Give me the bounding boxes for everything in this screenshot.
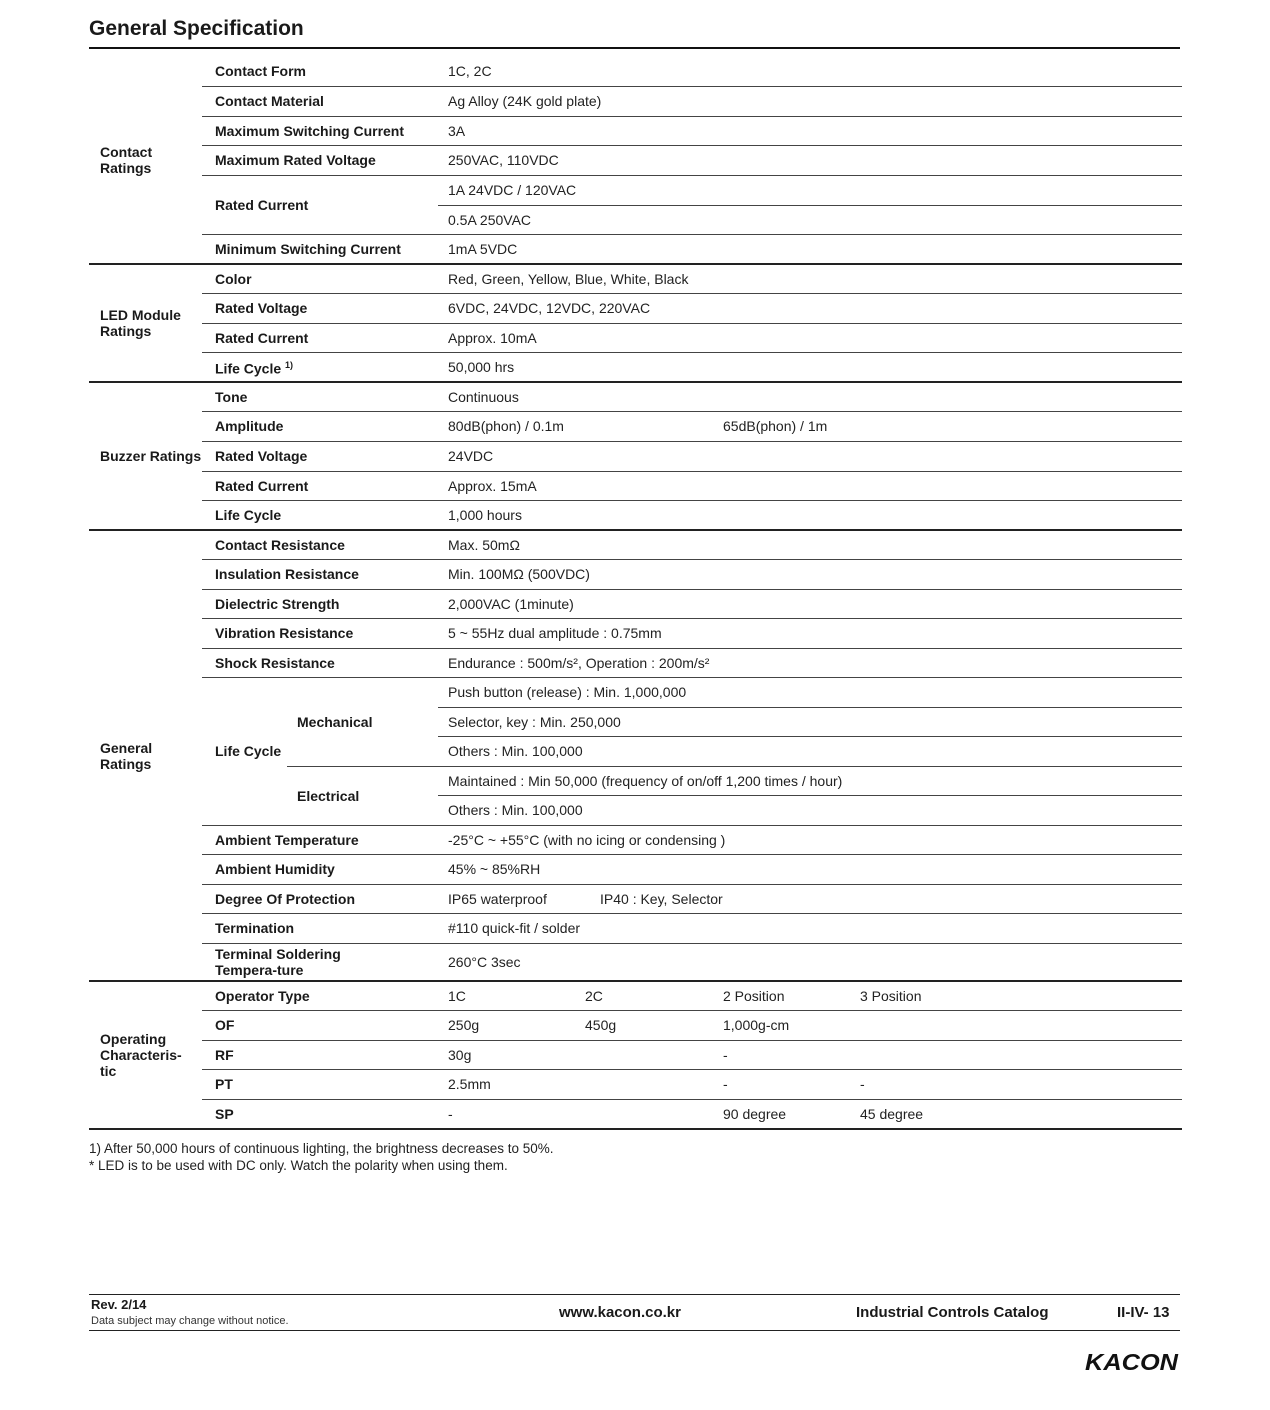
row-label: Ambient Temperature: [202, 825, 438, 854]
table-row: [89, 884, 1182, 913]
cell-1c: -: [438, 1099, 575, 1129]
row-label: Tone: [202, 382, 438, 411]
row-label: RF: [202, 1040, 438, 1069]
row-label: SP: [202, 1099, 438, 1129]
table-row: [89, 500, 1182, 530]
row-value: Approx. 15mA: [438, 471, 1182, 500]
row-label: Life Cycle: [202, 500, 438, 530]
row-value: 260°C 3sec: [438, 943, 1182, 981]
row-label: PT: [202, 1069, 438, 1099]
table-row: [89, 175, 1182, 205]
table-row: [89, 471, 1182, 500]
row-value: 250VAC, 110VDC: [438, 145, 1182, 175]
cell-2pos: 90 degree: [713, 1099, 850, 1129]
spec-table: [89, 56, 1182, 1130]
kacon-logo: [1085, 1348, 1180, 1374]
row-label: Contact Resistance: [202, 530, 438, 559]
table-row: [89, 1099, 1182, 1129]
page-number: II-IV- 13: [1117, 1304, 1170, 1321]
row-label: Contact Form: [202, 56, 438, 86]
row-value: Maintained : Min 50,000 (frequency of on/off 1,200 times / hour): [438, 766, 1182, 795]
row-value: IP65 waterproof: [438, 884, 575, 913]
row-value: 1mA 5VDC: [438, 234, 1182, 264]
row-value: Endurance : 500m/s², Operation : 200m/s²: [438, 648, 1182, 677]
table-row: [89, 234, 1182, 264]
row-label: Rated Voltage: [202, 293, 438, 323]
life-cycle-label: Life Cycle: [215, 360, 282, 377]
sub-label-mechanical: Mechanical: [297, 713, 373, 730]
title-rule: [89, 47, 1180, 49]
revision-label: Rev. 2/14: [91, 1297, 147, 1312]
row-label: Maximum Switching Current: [202, 116, 438, 145]
cell-3pos: [850, 1010, 1182, 1040]
row-label: Contact Material: [202, 86, 438, 116]
cell-2pos: -: [713, 1040, 850, 1069]
cell-2pos: -: [713, 1069, 850, 1099]
table-row: [89, 86, 1182, 116]
row-value: 50,000 hrs: [438, 352, 1182, 382]
website-link[interactable]: www.kacon.co.kr: [559, 1304, 681, 1321]
row-label: Dielectric Strength: [202, 589, 438, 618]
table-row: [89, 589, 1182, 618]
row-value: 1A 24VDC / 120VAC: [438, 175, 1182, 205]
table-row: [89, 559, 1182, 589]
row-value: Min. 100MΩ (500VDC): [438, 559, 1182, 589]
row-value: Max. 50mΩ: [438, 530, 1182, 559]
cell-2c: 2C: [575, 981, 713, 1010]
row-label: Rated Current: [202, 471, 438, 500]
row-value: IP40 : Key, Selector: [575, 884, 1182, 913]
table-row: [89, 264, 1182, 293]
table-row: [89, 1040, 1182, 1069]
table-row: [89, 530, 1182, 559]
row-value: Selector, key : Min. 250,000: [438, 707, 1182, 736]
row-label: Ambient Humidity: [202, 854, 438, 884]
cell-3pos: 45 degree: [850, 1099, 1182, 1129]
table-row: [89, 854, 1182, 884]
cell-3pos: 3 Position: [850, 981, 1182, 1010]
cell-1c: 30g: [438, 1040, 575, 1069]
row-value: 24VDC: [438, 441, 1182, 471]
table-row: [89, 145, 1182, 175]
disclaimer: Data subject may change without notice.: [91, 1315, 289, 1327]
footer-bottom-rule: [89, 1330, 1180, 1331]
row-label: Operator Type: [202, 981, 438, 1010]
footnote-marker: 1): [285, 359, 294, 370]
cell-2pos: 2 Position: [713, 981, 850, 1010]
row-label: Rated Current: [202, 175, 438, 234]
row-label: OF: [202, 1010, 438, 1040]
row-value: 6VDC, 24VDC, 12VDC, 220VAC: [438, 293, 1182, 323]
row-value: 1C, 2C: [438, 56, 1182, 86]
cell-3pos: [850, 1040, 1182, 1069]
table-row: [89, 293, 1182, 323]
table-row: [89, 943, 1182, 981]
row-label: Insulation Resistance: [202, 559, 438, 589]
row-value: Others : Min. 100,000: [438, 795, 1182, 825]
row-value: -25°C ~ +55°C (with no icing or condensing ): [438, 825, 1182, 854]
row-value: #110 quick-fit / solder: [438, 913, 1182, 943]
table-row: [89, 1010, 1182, 1040]
row-label: Life Cycle: [202, 677, 287, 825]
row-value: 1,000 hours: [438, 500, 1182, 530]
row-label: Color: [202, 264, 438, 293]
footnote-2: * LED is to be used with DC only. Watch the polarity when using them.: [89, 1158, 508, 1173]
table-row: [89, 323, 1182, 352]
row-value: 0.5A 250VAC: [438, 205, 1182, 234]
logo-text: KACON: [1085, 1349, 1179, 1374]
group-label-general: General Ratings: [89, 530, 202, 981]
table-row: [89, 981, 1182, 1010]
row-value: Continuous: [438, 382, 1182, 411]
row-label: Amplitude: [202, 411, 438, 441]
table-row: [89, 677, 1182, 707]
group-label-operating: Operating Characteris-tic: [89, 981, 202, 1129]
table-row: [89, 116, 1182, 145]
row-value: 3A: [438, 116, 1182, 145]
row-label: Terminal Soldering Tempera-ture: [202, 943, 438, 981]
table-row: [89, 382, 1182, 411]
row-value: Ag Alloy (24K gold plate): [438, 86, 1182, 116]
row-value: 2,000VAC (1minute): [438, 589, 1182, 618]
footnotes: [89, 1140, 554, 1174]
table-row: [89, 441, 1182, 471]
row-label: Shock Resistance: [202, 648, 438, 677]
footnote-1: 1) After 50,000 hours of continuous lighting, the brightness decreases to 50%.: [89, 1141, 554, 1156]
row-value: 65dB(phon) / 1m: [713, 411, 1182, 441]
table-row: [89, 618, 1182, 648]
row-value: Approx. 10mA: [438, 323, 1182, 352]
cell-1c: 1C: [438, 981, 575, 1010]
table-row: [89, 352, 1182, 382]
row-value: 5 ~ 55Hz dual amplitude : 0.75mm: [438, 618, 1182, 648]
row-value: 80dB(phon) / 0.1m: [438, 411, 713, 441]
row-label: Rated Current: [202, 323, 438, 352]
row-value: Push button (release) : Min. 1,000,000: [438, 677, 1182, 707]
cell-3pos: -: [850, 1069, 1182, 1099]
row-label: Minimum Switching Current: [202, 234, 438, 264]
table-row: [89, 411, 1182, 441]
group-label-buzzer: Buzzer Ratings: [89, 382, 202, 530]
row-label: Degree Of Protection: [202, 884, 438, 913]
table-row: [89, 913, 1182, 943]
footer-top-rule: [89, 1294, 1180, 1295]
table-row: [89, 648, 1182, 677]
cell-1c: 2.5mm: [438, 1069, 575, 1099]
cell-2c: 450g: [575, 1010, 713, 1040]
cell-2c: [575, 1069, 713, 1099]
cell-1c: 250g: [438, 1010, 575, 1040]
row-label: Vibration Resistance: [202, 618, 438, 648]
row-value: Red, Green, Yellow, Blue, White, Black: [438, 264, 1182, 293]
table-row: [89, 1069, 1182, 1099]
page-title: General Specification: [89, 17, 304, 40]
group-label-led: LED Module Ratings: [89, 264, 202, 382]
group-label-contact: Contact Ratings: [89, 56, 202, 264]
sub-label-electrical: Electrical: [287, 766, 438, 825]
row-value: Others : Min. 100,000: [438, 736, 1182, 766]
cell-2c: [575, 1040, 713, 1069]
cell-2c: [575, 1099, 713, 1129]
row-label: Termination: [202, 913, 438, 943]
row-label: [202, 352, 438, 382]
table-row: [89, 56, 1182, 86]
cell-2pos: 1,000g-cm: [713, 1010, 850, 1040]
catalog-title: Industrial Controls Catalog: [856, 1304, 1049, 1321]
table-row: [89, 825, 1182, 854]
row-label: Rated Voltage: [202, 441, 438, 471]
row-value: 45% ~ 85%RH: [438, 854, 1182, 884]
row-label: Maximum Rated Voltage: [202, 145, 438, 175]
